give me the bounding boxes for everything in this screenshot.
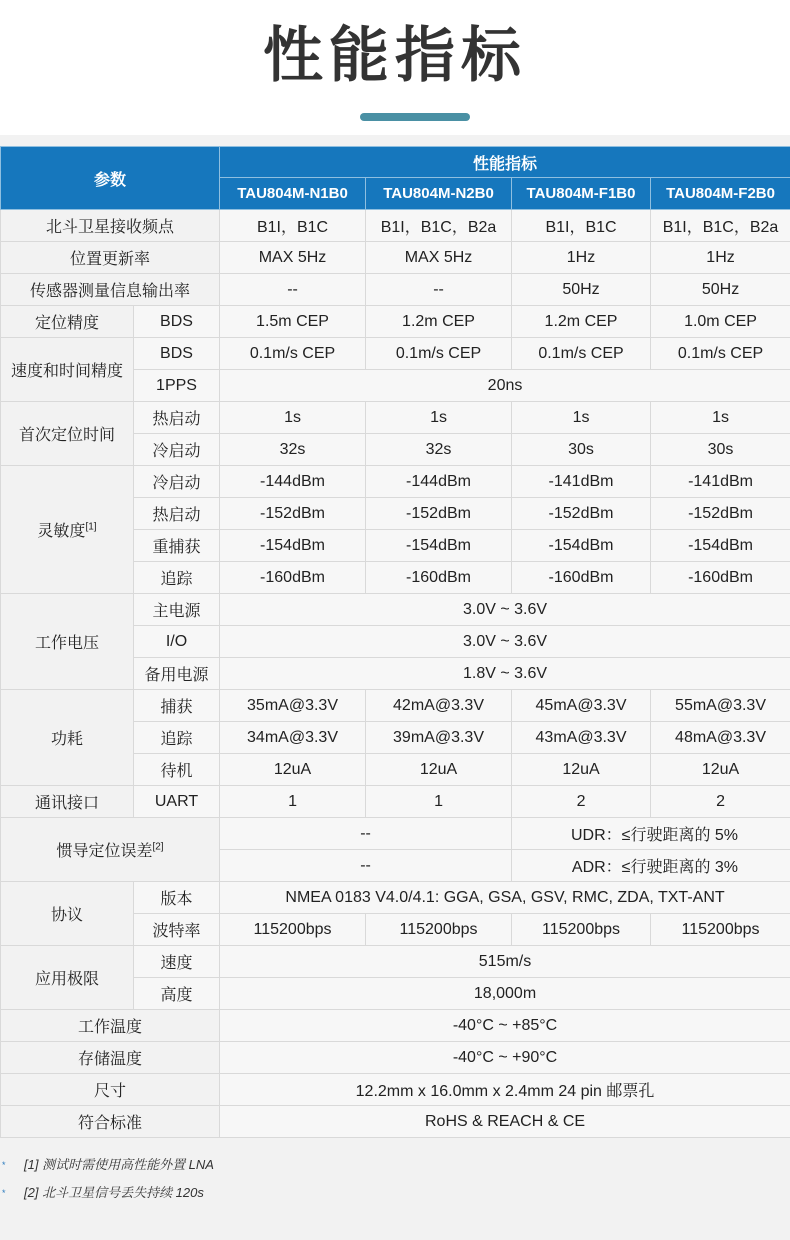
table-row: [1, 1106, 790, 1138]
row-sublabel: 捕获: [134, 690, 220, 722]
header-model: TAU804M-N2B0: [366, 178, 512, 210]
row-label: 功耗: [1, 690, 134, 786]
cell: B1I，B1C: [220, 210, 366, 242]
cell: --: [220, 850, 512, 882]
row-label: 工作电压: [1, 594, 134, 690]
header-model: TAU804M-N1B0: [220, 178, 366, 210]
cell: 115200bps: [651, 914, 790, 946]
cell: 3.0V ~ 3.6V: [220, 626, 790, 658]
cell: 43mA@3.3V: [512, 722, 651, 754]
cell: -154dBm: [366, 530, 512, 562]
footnote-ref: [2]: [152, 841, 164, 853]
cell: -40°C ~ +90°C: [220, 1042, 790, 1074]
table-row: [1, 242, 790, 274]
row-label: 速度和时间精度: [1, 338, 134, 402]
cell: 1s: [366, 402, 512, 434]
row-label: 灵敏度: [37, 523, 86, 540]
cell: --: [366, 274, 512, 306]
row-sublabel: 热启动: [134, 402, 220, 434]
cell: 12.2mm x 16.0mm x 2.4mm 24 pin 邮票孔: [220, 1074, 790, 1106]
header-model: TAU804M-F1B0: [512, 178, 651, 210]
table-row: [1, 402, 790, 434]
cell: 32s: [220, 434, 366, 466]
footnote-text: [2] 北斗卫星信号丢失持续 120s: [24, 1185, 204, 1200]
row-sublabel: 高度: [134, 978, 220, 1010]
row-sublabel: 冷启动: [134, 466, 220, 498]
page-title: 性能指标: [263, 21, 527, 91]
cell: NMEA 0183 V4.0/4.1: GGA, GSA, GSV, RMC, ZDA, TXT-ANT: [220, 882, 790, 914]
row-label: 惯导定位误差: [56, 843, 153, 860]
table-row: [1, 1074, 790, 1106]
cell: MAX 5Hz: [220, 242, 366, 274]
cell: UDR：≤行驶距离的 5%: [512, 818, 790, 850]
table-row: [1, 274, 790, 306]
row-sublabel: BDS: [134, 338, 220, 370]
cell: --: [220, 274, 366, 306]
header-model: TAU804M-F2B0: [651, 178, 790, 210]
row-label-sensitivity: [1, 466, 134, 594]
cell: 1.5m CEP: [220, 306, 366, 338]
cell: --: [220, 818, 512, 850]
cell: 115200bps: [512, 914, 651, 946]
cell: -152dBm: [651, 498, 790, 530]
cell: 1Hz: [651, 242, 790, 274]
row-sublabel: 冷启动: [134, 434, 220, 466]
spec-section: [0, 135, 790, 1240]
row-sublabel: 备用电源: [134, 658, 220, 690]
cell: 12uA: [220, 754, 366, 786]
cell: 12uA: [512, 754, 651, 786]
cell: -160dBm: [651, 562, 790, 594]
row-label: 尺寸: [1, 1074, 220, 1106]
row-sublabel: 待机: [134, 754, 220, 786]
cell: 1.0m CEP: [651, 306, 790, 338]
spec-table: [0, 146, 790, 1138]
cell: 515m/s: [220, 946, 790, 978]
row-sublabel: 重捕获: [134, 530, 220, 562]
cell: 32s: [366, 434, 512, 466]
footnote-text: [1] 测试时需使用高性能外置 LNA: [24, 1157, 214, 1172]
row-label: 北斗卫星接收频点: [1, 210, 220, 242]
cell: MAX 5Hz: [366, 242, 512, 274]
cell: -40°C ~ +85°C: [220, 1010, 790, 1042]
table-row: [1, 818, 790, 850]
table-row: [1, 338, 790, 370]
table-row: [1, 946, 790, 978]
footnote: [0, 1155, 790, 1183]
header-perf: 性能指标: [220, 147, 790, 178]
cell: 1.2m CEP: [512, 306, 651, 338]
cell: B1I，B1C，B2a: [651, 210, 790, 242]
cell: 30s: [651, 434, 790, 466]
title-underline: [360, 113, 470, 121]
row-sublabel: 1PPS: [134, 370, 220, 402]
cell: -152dBm: [512, 498, 651, 530]
cell: 0.1m/s CEP: [220, 338, 366, 370]
cell: -154dBm: [220, 530, 366, 562]
cell: 35mA@3.3V: [220, 690, 366, 722]
row-label: 定位精度: [1, 306, 134, 338]
cell: 18,000m: [220, 978, 790, 1010]
cell: 2: [512, 786, 651, 818]
table-row: [1, 210, 790, 242]
table-row: [1, 594, 790, 626]
cell: 50Hz: [512, 274, 651, 306]
cell: 30s: [512, 434, 651, 466]
row-label: 工作温度: [1, 1010, 220, 1042]
cell: 20ns: [220, 370, 790, 402]
header-param: 参数: [1, 147, 220, 210]
row-sublabel: 速度: [134, 946, 220, 978]
cell: 34mA@3.3V: [220, 722, 366, 754]
cell: 1s: [220, 402, 366, 434]
cell: -154dBm: [651, 530, 790, 562]
row-label: 应用极限: [1, 946, 134, 1010]
cell: 1: [220, 786, 366, 818]
cell: 0.1m/s CEP: [651, 338, 790, 370]
cell: -160dBm: [366, 562, 512, 594]
row-sublabel: 版本: [134, 882, 220, 914]
cell: 1s: [651, 402, 790, 434]
row-sublabel: 波特率: [134, 914, 220, 946]
table-row: [1, 786, 790, 818]
cell: 42mA@3.3V: [366, 690, 512, 722]
cell: 2: [651, 786, 790, 818]
row-label: 首次定位时间: [1, 402, 134, 466]
footnote-marker: *: [2, 1188, 6, 1198]
cell: RoHS & REACH & CE: [220, 1106, 790, 1138]
cell: -154dBm: [512, 530, 651, 562]
cell: -160dBm: [220, 562, 366, 594]
cell: -152dBm: [220, 498, 366, 530]
cell: 50Hz: [651, 274, 790, 306]
cell: 0.1m/s CEP: [512, 338, 651, 370]
cell: 1.8V ~ 3.6V: [220, 658, 790, 690]
footnote: [0, 1183, 790, 1211]
cell: 12uA: [651, 754, 790, 786]
cell: -152dBm: [366, 498, 512, 530]
row-sublabel: 追踪: [134, 562, 220, 594]
cell: 115200bps: [220, 914, 366, 946]
row-sublabel: BDS: [134, 306, 220, 338]
cell: -144dBm: [220, 466, 366, 498]
cell: -141dBm: [512, 466, 651, 498]
row-label: 符合标准: [1, 1106, 220, 1138]
row-label: 传感器测量信息输出率: [1, 274, 220, 306]
cell: ADR：≤行驶距离的 3%: [512, 850, 790, 882]
table-row: [1, 466, 790, 498]
row-sublabel: 追踪: [134, 722, 220, 754]
cell: 55mA@3.3V: [651, 690, 790, 722]
cell: 1s: [512, 402, 651, 434]
cell: 1Hz: [512, 242, 651, 274]
footnotes: [0, 1155, 790, 1211]
cell: -160dBm: [512, 562, 651, 594]
cell: -141dBm: [651, 466, 790, 498]
cell: B1I，B1C，B2a: [366, 210, 512, 242]
table-row: [1, 306, 790, 338]
cell: 0.1m/s CEP: [366, 338, 512, 370]
row-sublabel: 主电源: [134, 594, 220, 626]
table-row: [1, 1042, 790, 1074]
cell: 39mA@3.3V: [366, 722, 512, 754]
row-label: 存储温度: [1, 1042, 220, 1074]
cell: -144dBm: [366, 466, 512, 498]
cell: 1.2m CEP: [366, 306, 512, 338]
cell: 3.0V ~ 3.6V: [220, 594, 790, 626]
table-row: [1, 1010, 790, 1042]
cell: B1I，B1C: [512, 210, 651, 242]
cell: 12uA: [366, 754, 512, 786]
row-sublabel: 热启动: [134, 498, 220, 530]
footnote-ref: [1]: [85, 521, 97, 533]
row-label: 协议: [1, 882, 134, 946]
cell: 1: [366, 786, 512, 818]
row-label: 通讯接口: [1, 786, 134, 818]
page-header: [0, 0, 790, 135]
footnote-marker: *: [2, 1160, 6, 1170]
cell: 45mA@3.3V: [512, 690, 651, 722]
row-sublabel: I/O: [134, 626, 220, 658]
row-label-inertial: [1, 818, 220, 882]
table-row: [1, 882, 790, 914]
row-label: 位置更新率: [1, 242, 220, 274]
row-sublabel: UART: [134, 786, 220, 818]
cell: 48mA@3.3V: [651, 722, 790, 754]
table-row: [1, 690, 790, 722]
cell: 115200bps: [366, 914, 512, 946]
